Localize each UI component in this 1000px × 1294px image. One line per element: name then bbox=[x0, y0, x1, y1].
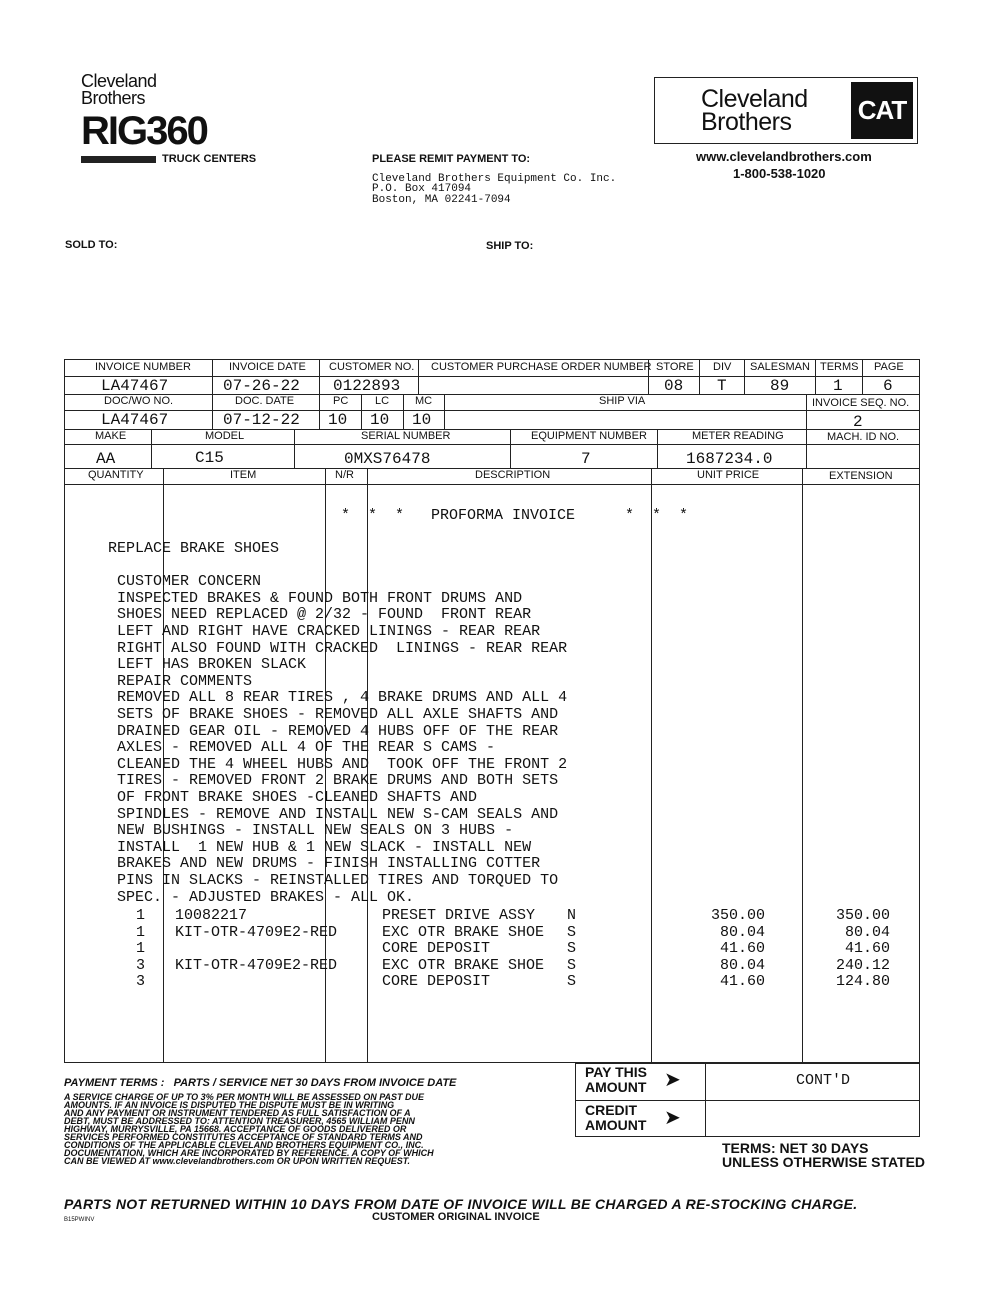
terms-line2: UNLESS OTHERWISE STATED bbox=[722, 1154, 926, 1170]
hdr-model: MODEL bbox=[205, 430, 245, 442]
description-line: INSPECTED BRAKES & FOUND BOTH FRONT DRUMS AND bbox=[117, 590, 523, 607]
grid-line bbox=[64, 394, 920, 395]
hdr-ship-via: SHIP VIA bbox=[599, 395, 646, 407]
description-line: REPAIR COMMENTS bbox=[117, 673, 253, 690]
val-invoice-seq-no: 2 bbox=[853, 413, 863, 431]
hdr-doc-wo-no: DOC/WO NO. bbox=[104, 395, 174, 407]
val-customer-no: 0122893 bbox=[333, 377, 401, 395]
credit-amount-label: CREDIT AMOUNT bbox=[585, 1102, 647, 1133]
val-salesman: 89 bbox=[770, 377, 790, 395]
left-logo-subtitle: TRUCK CENTERS bbox=[162, 153, 257, 165]
part-unit-price: 80.04 bbox=[719, 924, 765, 941]
grid-line bbox=[294, 429, 295, 468]
hdr-lc: LC bbox=[375, 395, 390, 407]
arrow-right-icon: ➤ bbox=[664, 1067, 681, 1091]
rig360-logo bbox=[81, 73, 261, 183]
part-qty: 1 bbox=[136, 940, 146, 957]
hdr-description: DESCRIPTION bbox=[475, 469, 551, 481]
left-logo-company-line2: Brothers bbox=[81, 88, 146, 108]
grid-line bbox=[651, 468, 652, 1063]
hdr-unit-price: UNIT PRICE bbox=[697, 469, 760, 481]
grid-line bbox=[699, 359, 700, 394]
proforma-stars-right: * * * bbox=[625, 507, 689, 524]
val-pc: 10 bbox=[328, 411, 348, 429]
hdr-store: STORE bbox=[656, 361, 694, 373]
cleveland-cat-logo bbox=[654, 77, 918, 144]
grid-line bbox=[151, 429, 152, 468]
description-line: REMOVED ALL 8 REAR TIRES , 4 BRAKE DRUMS AND ALL 4 bbox=[117, 689, 568, 706]
fine-print-line: DEBT, MUST BE ADDRESSED TO: ATTENTION TREASURER, 4565 WILLIAM PENN bbox=[64, 1116, 415, 1126]
hdr-invoice-date: INVOICE DATE bbox=[229, 361, 306, 373]
hdr-salesman: SALESMAN bbox=[750, 361, 810, 373]
part-nr: N bbox=[567, 907, 577, 924]
description-line: SETS OF BRAKE SHOES - REMOVED ALL AXLE SHAFTS AND bbox=[117, 706, 559, 723]
pay-this-amount-value: CONT'D bbox=[796, 1072, 851, 1089]
val-doc-wo-no: LA47467 bbox=[101, 411, 169, 429]
description-line: REPLACE BRAKE SHOES bbox=[108, 540, 280, 557]
part-qty: 1 bbox=[136, 907, 146, 924]
hdr-make: MAKE bbox=[95, 430, 127, 442]
hdr-mc: MC bbox=[415, 395, 433, 407]
hdr-page: PAGE bbox=[874, 361, 904, 373]
grid-line bbox=[802, 468, 803, 1063]
arrow-right-icon: ➤ bbox=[664, 1105, 681, 1129]
part-description: EXC OTR BRAKE SHOE bbox=[382, 957, 545, 974]
hdr-equipment-number: EQUIPMENT NUMBER bbox=[531, 430, 647, 442]
left-logo-company-line1: Cleveland bbox=[81, 71, 157, 91]
grid-line bbox=[444, 394, 445, 429]
description-line: LEFT AND RIGHT HAVE CRACKED LININGS - REAR REAR bbox=[117, 623, 541, 640]
part-item: KIT-OTR-4709E2-RED bbox=[175, 957, 338, 974]
fine-print-line: SERVICES PERFORMED CONSTITUTES ACCEPTANCE OF STANDARD TERMS AND bbox=[64, 1132, 423, 1142]
part-description: CORE DEPOSIT bbox=[382, 973, 491, 990]
part-nr: S bbox=[567, 924, 577, 941]
ship-to-label: SHIP TO: bbox=[486, 240, 534, 252]
hdr-customer-po: CUSTOMER PURCHASE ORDER NUMBER bbox=[431, 361, 652, 373]
phone: 1-800-538-1020 bbox=[733, 166, 826, 181]
val-div: T bbox=[717, 377, 727, 395]
part-unit-price: 350.00 bbox=[710, 907, 765, 924]
part-nr: S bbox=[567, 973, 577, 990]
remit-heading: PLEASE REMIT PAYMENT TO: bbox=[372, 153, 531, 165]
grid-line bbox=[361, 394, 362, 429]
val-invoice-date: 07-26-22 bbox=[223, 377, 300, 395]
grid-line bbox=[212, 359, 213, 429]
val-page: 6 bbox=[883, 377, 893, 395]
part-qty: 1 bbox=[136, 924, 146, 941]
pay-this-amount-label: PAY THIS AMOUNT bbox=[585, 1064, 647, 1095]
grid-line bbox=[806, 429, 807, 468]
fine-print-line: HIGHWAY, MURRYSVILLE, PA 15668. ACCEPTANCE OF GOODS DELIVERED OR bbox=[64, 1124, 407, 1134]
description-line: RIGHT ALSO FOUND WITH CRACKED LININGS - REAR REAR bbox=[117, 640, 568, 657]
right-logo-company bbox=[701, 85, 808, 136]
hdr-doc-date: DOC. DATE bbox=[235, 395, 295, 407]
proforma-title: PROFORMA INVOICE bbox=[431, 507, 576, 524]
val-store: 08 bbox=[664, 377, 684, 395]
val-make: AA bbox=[96, 450, 116, 468]
hdr-meter-reading: METER READING bbox=[692, 430, 784, 442]
part-extension: 350.00 bbox=[835, 907, 890, 924]
val-mc: 10 bbox=[412, 411, 432, 429]
val-terms: 1 bbox=[833, 377, 843, 395]
restock-notice: PARTS NOT RETURNED WITHIN 10 DAYS FROM DATE OF INVOICE WILL BE CHARGED A RE-STOCKING CHARGE. bbox=[64, 1196, 858, 1212]
grid-line bbox=[744, 359, 745, 394]
part-unit-price: 80.04 bbox=[719, 957, 765, 974]
part-description: EXC OTR BRAKE SHOE bbox=[382, 924, 545, 941]
grid-line bbox=[403, 394, 404, 429]
hdr-customer-no: CUSTOMER NO. bbox=[329, 361, 415, 373]
fine-print-line: AMOUNTS. IF AN INVOICE IS DISPUTED THE DISPUTE MUST BE IN WRITING bbox=[64, 1100, 395, 1110]
fine-print-line: A SERVICE CHARGE OF UP TO 3% PER MONTH WILL BE ASSESSED ON PAST DUE bbox=[64, 1092, 425, 1102]
grid-line bbox=[64, 410, 920, 411]
val-model: C15 bbox=[195, 449, 224, 467]
right-logo-company-line1: Cleveland bbox=[701, 85, 808, 113]
part-unit-price: 41.60 bbox=[719, 973, 765, 990]
part-description: CORE DEPOSIT bbox=[382, 940, 491, 957]
description-line: INSTALL 1 NEW HUB & 1 NEW SLACK - INSTALL NEW bbox=[117, 839, 532, 856]
fine-print-line: CAN BE VIEWED AT www.clevelandbrothers.com OR UPON WRITTEN REQUEST. bbox=[64, 1156, 411, 1166]
val-equipment-number: 7 bbox=[581, 450, 591, 468]
hdr-mach-id-no: MACH. ID NO. bbox=[827, 431, 900, 443]
grid-line bbox=[64, 429, 920, 430]
description-line: OF FRONT BRAKE SHOES -CLEANED SHAFTS AND bbox=[117, 789, 478, 806]
description-line: PINS IN SLACKS - REINSTALLED TIRES AND TORQUED TO bbox=[117, 872, 559, 889]
description-line: NEW BUSHINGS - INSTALL NEW SEALS ON 3 HUBS - bbox=[117, 822, 514, 839]
hdr-serial-number: SERIAL NUMBER bbox=[361, 430, 451, 442]
part-nr: S bbox=[567, 957, 577, 974]
description-line: BRAKES AND NEW DRUMS - FINISH INSTALLING COTTER bbox=[117, 855, 541, 872]
remit-line3: Boston, MA 02241-7094 bbox=[372, 194, 511, 206]
part-extension: 80.04 bbox=[844, 924, 890, 941]
website: www.clevelandbrothers.com bbox=[696, 149, 872, 164]
part-extension: 240.12 bbox=[835, 957, 890, 974]
grid-line bbox=[64, 484, 920, 485]
sold-to-label: SOLD TO: bbox=[65, 239, 118, 251]
hdr-quantity: QUANTITY bbox=[88, 469, 144, 481]
rig360-wordmark: RIG360 bbox=[81, 109, 207, 153]
description-line: CLEANED THE 4 WHEEL HUBS AND TOOK OFF THE FRONT 2 bbox=[117, 756, 568, 773]
description-line: SPINDLES - REMOVE AND INSTALL NEW S-CAM SEALS AND bbox=[117, 806, 559, 823]
description-line: DRAINED GEAR OIL - REMOVED 4 HUBS OFF OF THE REAR bbox=[117, 723, 559, 740]
cat-badge: CAT bbox=[851, 82, 913, 139]
val-meter-reading: 1687234.0 bbox=[686, 450, 773, 468]
remit-line1: Cleveland Brothers Equipment Co. Inc. bbox=[372, 173, 617, 185]
hdr-pc: PC bbox=[333, 395, 349, 407]
proforma-stars-left: * * * bbox=[341, 507, 405, 524]
remit-line2: P.O. Box 417094 bbox=[372, 183, 472, 195]
grid-line bbox=[418, 359, 419, 394]
form-code: B15PWINV bbox=[64, 1217, 95, 1223]
hdr-invoice-seq-no: INVOICE SEQ. NO. bbox=[812, 397, 910, 409]
hdr-terms: TERMS bbox=[820, 361, 859, 373]
part-nr: S bbox=[567, 940, 577, 957]
hdr-extension: EXTENSION bbox=[829, 470, 893, 482]
grid-line bbox=[862, 359, 863, 394]
description-line: SHOES NEED REPLACED @ 2/32 - FOUND FRONT REAR bbox=[117, 606, 532, 623]
right-logo-company-line2: Brothers bbox=[701, 108, 792, 136]
payment-terms: PAYMENT TERMS : PARTS / SERVICE NET 30 DAYS FROM INVOICE DATE bbox=[64, 1077, 457, 1089]
grid-line bbox=[64, 376, 920, 377]
description-line: TIRES - REMOVED FRONT 2 BRAKE DRUMS AND BOTH SETS bbox=[117, 772, 559, 789]
description-line: SPEC. - ADJUSTED BRAKES - ALL OK. bbox=[117, 889, 415, 906]
part-description: PRESET DRIVE ASSY bbox=[382, 907, 536, 924]
val-doc-date: 07-12-22 bbox=[223, 411, 300, 429]
description-line: LEFT HAS BROKEN SLACK bbox=[117, 656, 307, 673]
fine-print-line: DOCUMENTATION, WHICH ARE INCORPORATED BY REFERENCE. A COPY OF WHICH bbox=[64, 1148, 434, 1158]
terms-line1: TERMS: NET 30 DAYS bbox=[722, 1140, 869, 1156]
part-item: KIT-OTR-4709E2-RED bbox=[175, 924, 338, 941]
grid-line bbox=[815, 359, 816, 394]
copy-label: CUSTOMER ORIGINAL INVOICE bbox=[372, 1211, 540, 1223]
val-serial-number: 0MXS76478 bbox=[344, 450, 431, 468]
part-extension: 41.60 bbox=[844, 940, 890, 957]
description-line: CUSTOMER CONCERN bbox=[117, 573, 262, 590]
part-item: 10082217 bbox=[175, 907, 248, 924]
part-extension: 124.80 bbox=[835, 973, 890, 990]
grid-line bbox=[575, 1100, 920, 1101]
part-unit-price: 41.60 bbox=[719, 940, 765, 957]
grid-line bbox=[510, 429, 511, 468]
grid-line bbox=[705, 1063, 706, 1137]
grid-line bbox=[64, 444, 920, 445]
hdr-invoice-number: INVOICE NUMBER bbox=[95, 361, 191, 373]
hdr-div: DIV bbox=[713, 361, 732, 373]
fine-print-line: AND ANY PAYMENT OR INSTRUMENT TENDERED AS FULL SATISFACTION OF A bbox=[64, 1108, 411, 1118]
description-line: AXLES - REMOVED ALL 4 OF THE REAR S CAMS - bbox=[117, 739, 496, 756]
logo-bar bbox=[81, 156, 156, 163]
hdr-item: ITEM bbox=[230, 469, 257, 481]
hdr-nr: N/R bbox=[335, 469, 354, 481]
part-qty: 3 bbox=[136, 957, 146, 974]
grid-line bbox=[657, 429, 658, 468]
val-lc: 10 bbox=[370, 411, 390, 429]
part-qty: 3 bbox=[136, 973, 146, 990]
grid-line bbox=[806, 394, 807, 429]
fine-print-line: CONDITIONS OF THE APPLICABLE CLEVELAND BROTHERS EQUIPMENT CO., INC. bbox=[64, 1140, 424, 1150]
grid-line bbox=[319, 359, 320, 429]
val-invoice-number: LA47467 bbox=[101, 377, 169, 395]
fine-print bbox=[64, 1093, 564, 1165]
